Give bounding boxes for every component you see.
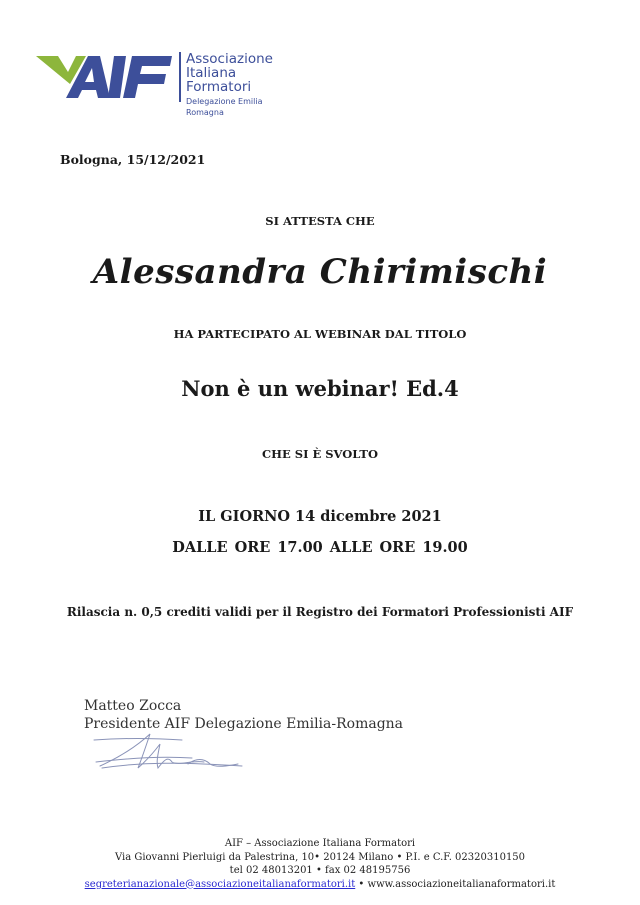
participation-text: HA PARTECIPATO AL WEBINAR DAL TITOLO — [173, 327, 467, 341]
footer — [0, 837, 640, 891]
event-date: IL GIORNO 14 dicembre 2021 — [198, 508, 442, 525]
footer-phone: tel 02 48013201 • fax 02 48195756 — [229, 865, 411, 876]
signer-name: Matteo Zocca — [84, 698, 182, 714]
held-text: CHE SI È SVOLTO — [261, 447, 378, 461]
logo-line-2: Italiana — [186, 65, 237, 81]
aif-logo-mark — [36, 54, 176, 100]
aif-logo — [36, 50, 298, 117]
footer-address: Via Giovanni Pierluigi da Palestrina, 10• 20124 Milano • P.I. e C.F. 02320310150 — [114, 851, 526, 863]
signer-block — [84, 697, 403, 733]
footer-email-link[interactable]: segreterianazionale@associazioneitalianaformatori.it — [84, 878, 356, 890]
logo-line-4: Delegazione Emilia Romagna — [186, 97, 263, 117]
footer-separator: • — [358, 878, 365, 890]
logo-line-3: Formatori — [186, 79, 252, 95]
footer-org: AIF – Associazione Italiana Formatori — [224, 838, 416, 849]
credits-text: Rilascia n. 0,5 crediti validi per il Registro dei Formatori Professionisti AIF — [66, 605, 574, 619]
logo-divider — [179, 52, 181, 102]
signer-role: Presidente AIF Delegazione Emilia-Romagna — [84, 716, 404, 732]
logo-text — [186, 52, 298, 118]
event-time: DALLE ORE 17.00 ALLE ORE 19.00 — [172, 539, 468, 556]
attestation-heading: SI ATTESTA CHE — [265, 214, 375, 228]
footer-website: www.associazioneitalianaformatori.it — [367, 878, 556, 890]
footer-contacts — [0, 878, 640, 892]
webinar-title: Non è un webinar! Ed.4 — [181, 376, 459, 401]
issue-date: Bologna, 15/12/2021 — [60, 152, 206, 167]
signature-image — [92, 732, 252, 774]
recipient-name: Alessandra Chirimischi — [92, 252, 548, 292]
logo-line-1: Associazione — [186, 51, 273, 67]
